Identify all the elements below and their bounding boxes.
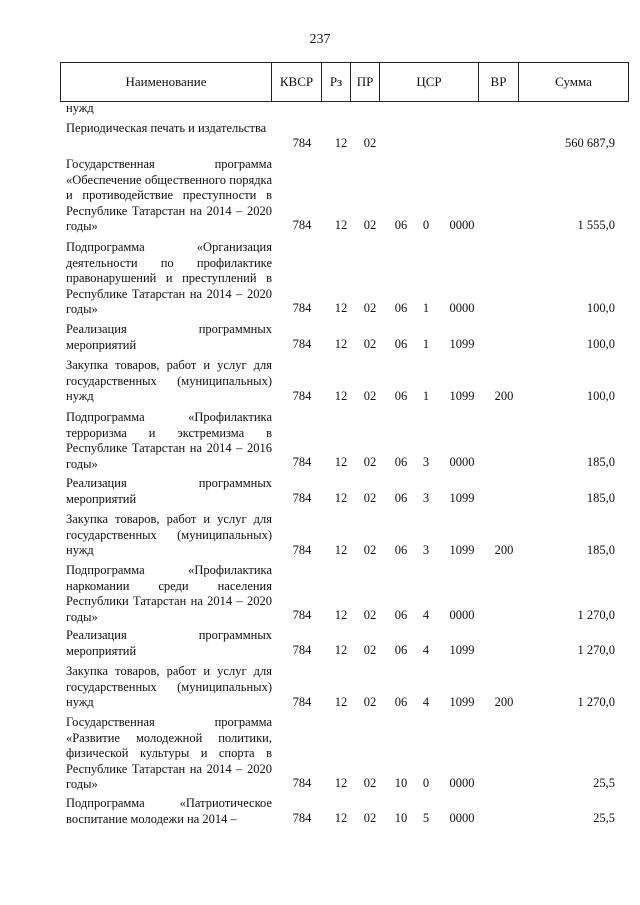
sum-cell: 1 270,0 xyxy=(577,608,615,622)
row-name: Подпрограмма «Профилактика терроризма и экстремизма в Республике Татарстан на 2014 – 2016 годы» xyxy=(66,410,272,471)
csr-subprogram-cell: 1 xyxy=(422,301,430,315)
row-name: Реализация программных мероприятий xyxy=(66,322,272,352)
csr-direction-cell: 1099 xyxy=(449,695,475,709)
csr-subprogram-cell: 5 xyxy=(422,811,430,825)
pr-cell: 02 xyxy=(363,695,377,709)
kvsr-cell: 784 xyxy=(292,608,312,622)
kvsr-cell: 784 xyxy=(292,643,312,657)
table-row xyxy=(0,715,640,793)
sum-cell: 100,0 xyxy=(586,389,615,403)
csr-direction-cell: 1099 xyxy=(449,543,475,557)
rz-cell: 12 xyxy=(334,337,348,351)
kvsr-cell: 784 xyxy=(292,136,312,150)
csr-program-cell: 06 xyxy=(394,695,408,709)
csr-program-cell: 06 xyxy=(394,389,408,403)
vr-cell: 200 xyxy=(494,389,514,403)
csr-subprogram-cell: 3 xyxy=(422,455,430,469)
csr-direction-cell: 0000 xyxy=(449,218,475,232)
table-row xyxy=(0,512,640,560)
csr-program-cell: 10 xyxy=(394,776,408,790)
row-name: Периодическая печать и издательства xyxy=(66,121,267,135)
header-name: Наименование xyxy=(61,63,272,101)
kvsr-cell: 784 xyxy=(292,811,312,825)
kvsr-cell: 784 xyxy=(292,337,312,351)
header-sum: Сумма xyxy=(555,74,592,89)
csr-subprogram-cell: 0 xyxy=(422,776,430,790)
csr-program-cell: 06 xyxy=(394,608,408,622)
pr-cell: 02 xyxy=(363,543,377,557)
csr-program-cell: 10 xyxy=(394,811,408,825)
pr-cell: 02 xyxy=(363,643,377,657)
row-name: Подпрограмма «Профилактика наркомании среди населения Республики Татарстан на 2014 – 2020 годы» xyxy=(66,563,272,624)
csr-direction-cell: 0000 xyxy=(449,301,475,315)
header-pr: ПР xyxy=(351,63,380,101)
row-name: Государственная программа «Обеспечение общественного порядка и противодействие преступности в Республике Татарстан на 2014 – 2020 годы» xyxy=(66,157,272,233)
sum-cell: 1 270,0 xyxy=(577,643,615,657)
csr-direction-cell: 0000 xyxy=(449,776,475,790)
header-kvsr: КВСР xyxy=(272,63,322,101)
csr-program-cell: 06 xyxy=(394,543,408,557)
pr-cell: 02 xyxy=(363,776,377,790)
row-name: Государственная программа «Развитие молодежной политики, физической культуры и спорта в Республике Татарстан на 2014 – 2020 годы» xyxy=(66,715,272,791)
sum-cell: 100,0 xyxy=(586,337,615,351)
csr-program-cell: 06 xyxy=(394,337,408,351)
table-row xyxy=(0,358,640,406)
table-row xyxy=(0,157,640,235)
sum-cell: 1 555,0 xyxy=(577,218,615,232)
pr-cell: 02 xyxy=(363,608,377,622)
sum-cell: 185,0 xyxy=(586,543,615,557)
kvsr-cell: 784 xyxy=(292,389,312,403)
rz-cell: 12 xyxy=(334,776,348,790)
pr-cell: 02 xyxy=(363,455,377,469)
row-name: нужд xyxy=(66,101,94,115)
table-row xyxy=(0,240,640,318)
csr-direction-cell: 1099 xyxy=(449,491,475,505)
csr-subprogram-cell: 4 xyxy=(422,643,430,657)
table-row xyxy=(0,664,640,712)
vr-cell: 200 xyxy=(494,695,514,709)
csr-subprogram-cell: 4 xyxy=(422,695,430,709)
csr-program-cell: 06 xyxy=(394,643,408,657)
row-name: Реализация программных мероприятий xyxy=(66,628,272,658)
rz-cell: 12 xyxy=(334,491,348,505)
csr-subprogram-cell: 1 xyxy=(422,337,430,351)
rz-cell: 12 xyxy=(334,301,348,315)
kvsr-cell: 784 xyxy=(292,776,312,790)
kvsr-cell: 784 xyxy=(292,218,312,232)
rz-cell: 12 xyxy=(334,136,348,150)
row-name: Закупка товаров, работ и услуг для государственных (муниципальных) нужд xyxy=(66,512,272,557)
csr-program-cell: 06 xyxy=(394,218,408,232)
csr-direction-cell: 0000 xyxy=(449,608,475,622)
csr-direction-cell: 0000 xyxy=(449,455,475,469)
header-csr: ЦСР xyxy=(380,63,479,101)
row-name: Реализация программных мероприятий xyxy=(66,476,272,506)
csr-program-cell: 06 xyxy=(394,455,408,469)
row-name: Закупка товаров, работ и услуг для государственных (муниципальных) нужд xyxy=(66,358,272,403)
kvsr-cell: 784 xyxy=(292,301,312,315)
sum-cell: 100,0 xyxy=(586,301,615,315)
rz-cell: 12 xyxy=(334,455,348,469)
csr-direction-cell: 1099 xyxy=(449,643,475,657)
pr-cell: 02 xyxy=(363,389,377,403)
table-row xyxy=(0,628,640,660)
table-row xyxy=(0,796,640,828)
sum-cell: 25,5 xyxy=(593,811,615,825)
csr-subprogram-cell: 1 xyxy=(422,389,430,403)
pr-cell: 02 xyxy=(363,491,377,505)
csr-direction-cell: 1099 xyxy=(449,389,475,403)
pr-cell: 02 xyxy=(363,301,377,315)
pr-cell: 02 xyxy=(363,337,377,351)
rz-cell: 12 xyxy=(334,389,348,403)
row-name: Подпрограмма «Патриотическое воспитание молодежи на 2014 – xyxy=(66,796,272,826)
pr-cell: 02 xyxy=(363,218,377,232)
kvsr-cell: 784 xyxy=(292,455,312,469)
csr-direction-cell: 0000 xyxy=(449,811,475,825)
csr-program-cell: 06 xyxy=(394,491,408,505)
table-row xyxy=(0,410,640,472)
pr-cell: 02 xyxy=(363,811,377,825)
pr-cell: 02 xyxy=(363,136,377,150)
rz-cell: 12 xyxy=(334,608,348,622)
sum-cell: 185,0 xyxy=(586,491,615,505)
sum-cell: 25,5 xyxy=(593,776,615,790)
row-name: Закупка товаров, работ и услуг для государственных (муниципальных) нужд xyxy=(66,664,272,709)
table-header xyxy=(60,62,629,102)
table-row xyxy=(0,563,640,625)
csr-subprogram-cell: 3 xyxy=(422,543,430,557)
sum-cell: 185,0 xyxy=(586,455,615,469)
csr-subprogram-cell: 4 xyxy=(422,608,430,622)
rz-cell: 12 xyxy=(334,811,348,825)
rz-cell: 12 xyxy=(334,643,348,657)
table-row xyxy=(0,476,640,508)
header-rz: Рз xyxy=(322,63,351,101)
table-row xyxy=(0,322,640,354)
table-row xyxy=(0,101,640,117)
csr-direction-cell: 1099 xyxy=(449,337,475,351)
rz-cell: 12 xyxy=(334,695,348,709)
vr-cell: 200 xyxy=(494,543,514,557)
rz-cell: 12 xyxy=(334,543,348,557)
kvsr-cell: 784 xyxy=(292,695,312,709)
sum-cell: 560 687,9 xyxy=(565,136,615,150)
sum-cell: 1 270,0 xyxy=(577,695,615,709)
table-row xyxy=(0,121,640,153)
row-name: Подпрограмма «Организация деятельности по профилактике правонарушений и преступлений в Республике Татарстан на 2014 – 2020 годы» xyxy=(66,240,272,316)
csr-subprogram-cell: 3 xyxy=(422,491,430,505)
kvsr-cell: 784 xyxy=(292,491,312,505)
csr-subprogram-cell: 0 xyxy=(422,218,430,232)
page-number: 237 xyxy=(309,32,331,47)
kvsr-cell: 784 xyxy=(292,543,312,557)
rz-cell: 12 xyxy=(334,218,348,232)
csr-program-cell: 06 xyxy=(394,301,408,315)
header-vr: ВР xyxy=(479,63,519,101)
